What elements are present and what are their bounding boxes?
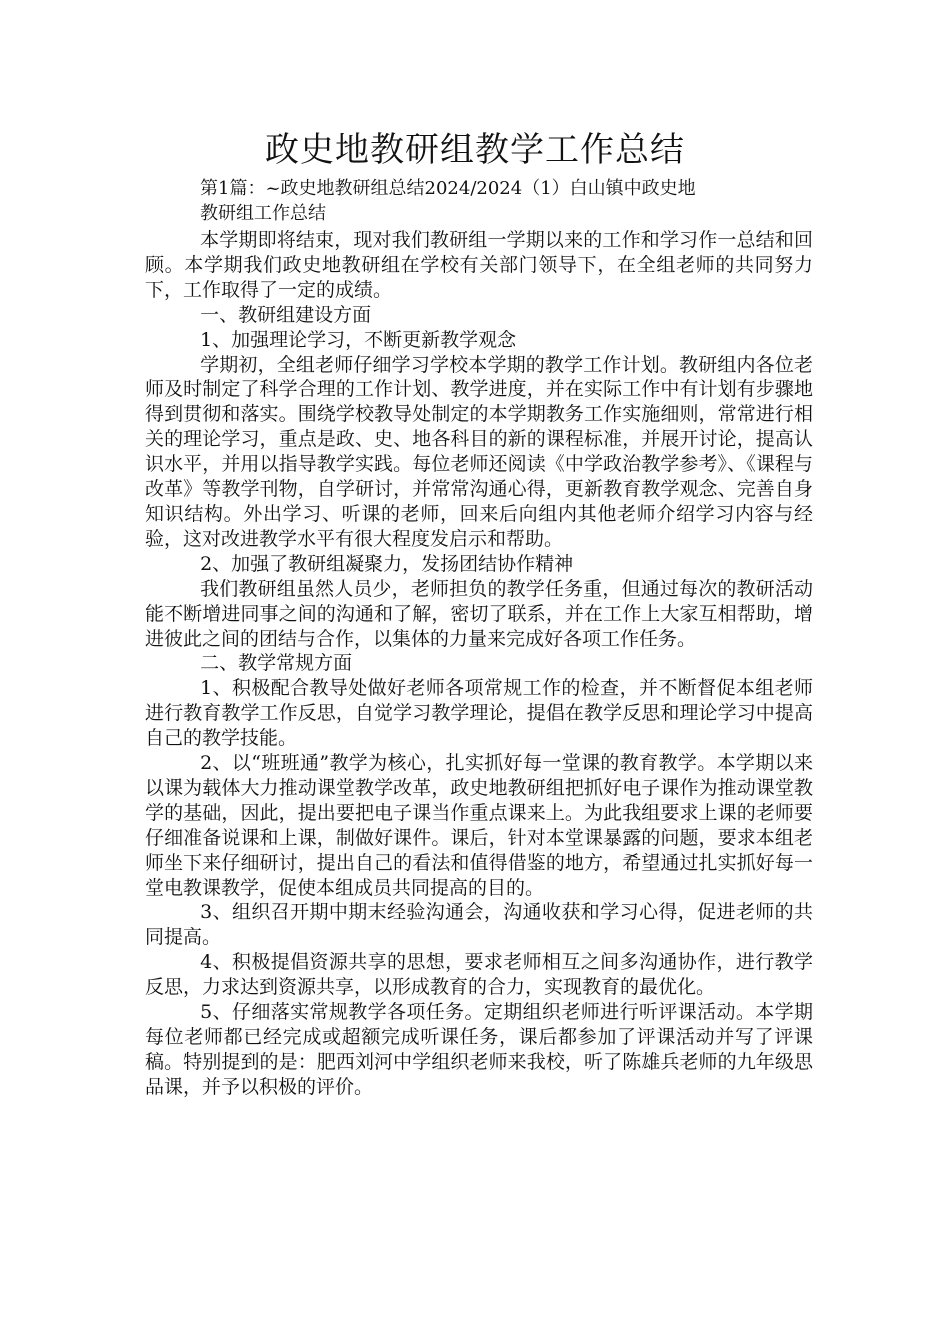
- body-paragraph: 学期初，全组老师仔细学习学校本学期的教学工作计划。教研组内各位老师及时制定了科学合理的工作计划、教学进度，并在实际工作中有计划有步骤地得到贯彻和落实。围绕学校教导处制定的本学期教务工作实施细则，常常进行相关的理论学习，重点是政、史、地各科目的新的课程标准，并展开讨论，提高认识水平，并用以指导教学实践。每位老师还阅读《中学政治教学参考》、《课程与改革》等教学刊物，自学研讨，并常常沟通心得，更新教育教学观念、完善自身知识结构。外出学习、听课的老师，回来后向组内其他老师介绍学习内容与经验，这对改进教学水平有很大程度发启示和帮助。: [145, 353, 813, 550]
- document-body: [145, 228, 813, 1100]
- section-heading-2: 二、教学常规方面: [200, 652, 353, 675]
- intro-paragraph: 本学期即将结束，现对我们教研组一学期以来的工作和学习作一总结和回顾。本学期我们政史地教研组在学校有关部门领导下，在全组老师的共同努力下，工作取得了一定的成绩。: [145, 229, 813, 301]
- subtitle-line-1: 第1篇：~政史地教研组总结2024/2024（1）白山镇中政史地: [200, 178, 696, 199]
- list-item-paragraph: 1、积极配合教导处做好老师各项常规工作的检查，并不断督促本组老师进行教育教学工作反思，自觉学习教学理论，提倡在教学反思和理论学习中提高自己的教学技能。: [145, 677, 813, 750]
- list-item-paragraph: 3、组织召开期中期末经验沟通会，沟通收获和学习心得，促进老师的共同提高。: [145, 901, 813, 949]
- subsection-heading-1-2: 2、加强了教研组凝聚力，发扬团结协作精神: [200, 552, 574, 575]
- list-item-paragraph: 5、仔细落实常规教学各项任务。定期组织老师进行听评课活动。本学期每位老师都已经完成或超额完成听课任务，课后都参加了评课活动并写了评课稿。特别提到的是：肥西刘河中学组织老师来我校，听了陈雄兵老师的九年级思品课，并予以积极的评价。: [145, 1001, 813, 1098]
- list-item-paragraph: 2、以“班班通”教学为核心，扎实抓好每一堂课的教育教学。本学期以来以课为载体大力推动课堂教学改革，政史地教研组把抓好电子课作为推动课堂教学的基础，因此，提出要把电子课当作重点课来上。为此我组要求上课的老师要仔细准备说课和上课，制做好课件。课后，针对本堂课暴露的问题，要求本组老师坐下来仔细研讨，提出自己的看法和值得借鉴的地方，希望通过扎实抓好每一堂电教课教学，促使本组成员共同提高的目的。: [145, 752, 813, 899]
- document-subtitle: [200, 176, 820, 226]
- subsection-heading-1-1: 1、加强理论学习，不断更新教学观念: [200, 328, 517, 351]
- section-heading-1: 一、教研组建设方面: [200, 303, 372, 326]
- document-title: 政史地教研组教学工作总结: [265, 130, 685, 170]
- subtitle-line-2: 教研组工作总结: [200, 203, 326, 224]
- list-item-paragraph: 4、积极提倡资源共享的思想，要求老师相互之间多沟通协作，进行教学反思，力求达到资源共享，以形成教育的合力，实现教育的最优化。: [145, 951, 813, 999]
- body-paragraph: 我们教研组虽然人员少，老师担负的教学任务重，但通过每次的教研活动能不断增进同事之间的沟通和了解，密切了联系，并在工作上大家互相帮助，增进彼此之间的团结与合作，以集体的力量来完成好各项工作任务。: [145, 577, 813, 650]
